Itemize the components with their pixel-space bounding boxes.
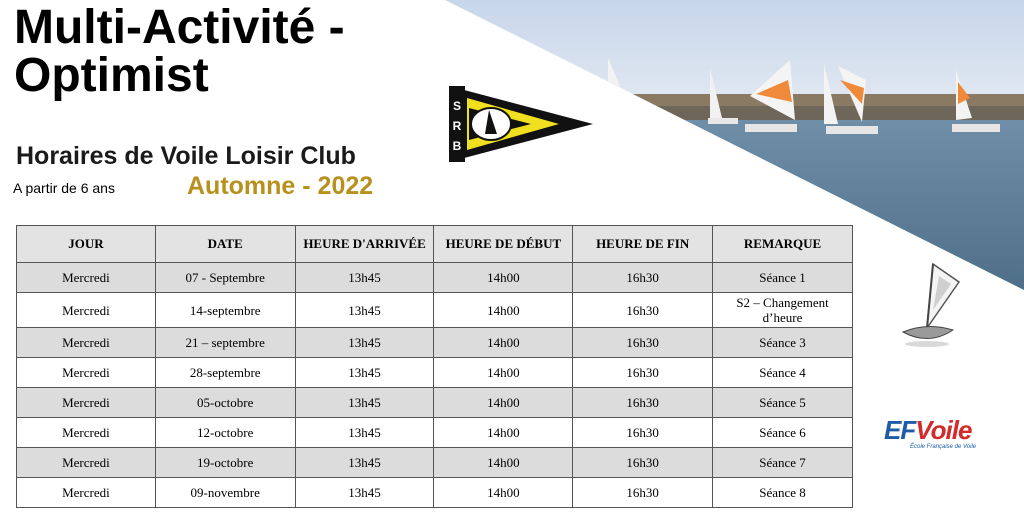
subtitle: Horaires de Voile Loisir Club	[16, 142, 356, 170]
title-line-2: Optimist	[14, 49, 209, 102]
cell-remarque: Séance 7	[713, 448, 853, 478]
cell-jour: Mercredi	[17, 358, 156, 388]
cell-remarque: Séance 8	[713, 478, 853, 508]
schedule-table-container	[16, 225, 853, 508]
cell-jour: Mercredi	[17, 263, 156, 293]
cell-date: 14-septembre	[155, 293, 295, 328]
page-title	[14, 1, 345, 102]
table-row	[17, 448, 853, 478]
table-row	[17, 418, 853, 448]
cell-debut: 14h00	[434, 418, 573, 448]
table-row	[17, 293, 853, 328]
windsurf-icon	[893, 262, 965, 352]
cell-remarque: Séance 6	[713, 418, 853, 448]
cell-date: 05-octobre	[155, 388, 295, 418]
cell-arrivee: 13h45	[295, 418, 434, 448]
pennant-letter-r: R	[452, 119, 462, 133]
header-date: DATE	[155, 226, 295, 263]
table-row	[17, 328, 853, 358]
cell-jour: Mercredi	[17, 293, 156, 328]
table-row	[17, 478, 853, 508]
efvoile-subtitle: École Française de Voile	[910, 444, 977, 450]
cell-date: 12-octobre	[155, 418, 295, 448]
cell-fin: 16h30	[573, 448, 713, 478]
cell-remarque: Séance 4	[713, 358, 853, 388]
cell-debut: 14h00	[434, 358, 573, 388]
efvoile-prefix: EF	[884, 415, 916, 445]
cell-remarque: Séance 3	[713, 328, 853, 358]
cell-fin: 16h30	[573, 388, 713, 418]
cell-date: 09-novembre	[155, 478, 295, 508]
cell-jour: Mercredi	[17, 328, 156, 358]
table-header-row	[17, 226, 853, 263]
cell-arrivee: 13h45	[295, 478, 434, 508]
cell-fin: 16h30	[573, 328, 713, 358]
cell-fin: 16h30	[573, 478, 713, 508]
title-line-1: Multi-Activité -	[14, 1, 345, 54]
cell-debut: 14h00	[434, 328, 573, 358]
cell-arrivee: 13h45	[295, 263, 434, 293]
table-row	[17, 263, 853, 293]
cell-arrivee: 13h45	[295, 448, 434, 478]
cell-jour: Mercredi	[17, 448, 156, 478]
cell-fin: 16h30	[573, 418, 713, 448]
cell-debut: 14h00	[434, 388, 573, 418]
cell-date: 07 - Septembre	[155, 263, 295, 293]
cell-date: 28-septembre	[155, 358, 295, 388]
cell-arrivee: 13h45	[295, 293, 434, 328]
club-pennant-logo	[449, 86, 593, 162]
table-row	[17, 358, 853, 388]
header-fin: HEURE DE FIN	[573, 226, 713, 263]
cell-remarque: Séance 1	[713, 263, 853, 293]
efvoile-suffix: Voile	[915, 415, 972, 445]
cell-date: 21 – septembre	[155, 328, 295, 358]
efvoile-logo	[884, 415, 1004, 450]
cell-jour: Mercredi	[17, 418, 156, 448]
header-remarque: REMARQUE	[713, 226, 853, 263]
cell-fin: 16h30	[573, 293, 713, 328]
table-row	[17, 388, 853, 418]
header-arrivee: HEURE D'ARRIVÉE	[295, 226, 434, 263]
pennant-letter-s: S	[452, 99, 462, 113]
cell-arrivee: 13h45	[295, 388, 434, 418]
cell-jour: Mercredi	[17, 388, 156, 418]
age-note: A partir de 6 ans	[13, 180, 115, 196]
season-label: Automne - 2022	[187, 172, 374, 200]
cell-fin: 16h30	[573, 263, 713, 293]
cell-arrivee: 13h45	[295, 358, 434, 388]
efvoile-logo-text	[884, 415, 1004, 446]
cell-debut: 14h00	[434, 448, 573, 478]
cell-remarque: S2 – Changement d’heure	[713, 293, 853, 328]
header-debut: HEURE DE DÉBUT	[434, 226, 573, 263]
cell-arrivee: 13h45	[295, 328, 434, 358]
cell-debut: 14h00	[434, 478, 573, 508]
cell-debut: 14h00	[434, 293, 573, 328]
cell-jour: Mercredi	[17, 478, 156, 508]
cell-fin: 16h30	[573, 358, 713, 388]
cell-remarque: Séance 5	[713, 388, 853, 418]
schedule-table	[16, 225, 853, 508]
cell-date: 19-octobre	[155, 448, 295, 478]
header-jour: JOUR	[17, 226, 156, 263]
pennant-letter-b: B	[452, 139, 462, 153]
cell-debut: 14h00	[434, 263, 573, 293]
